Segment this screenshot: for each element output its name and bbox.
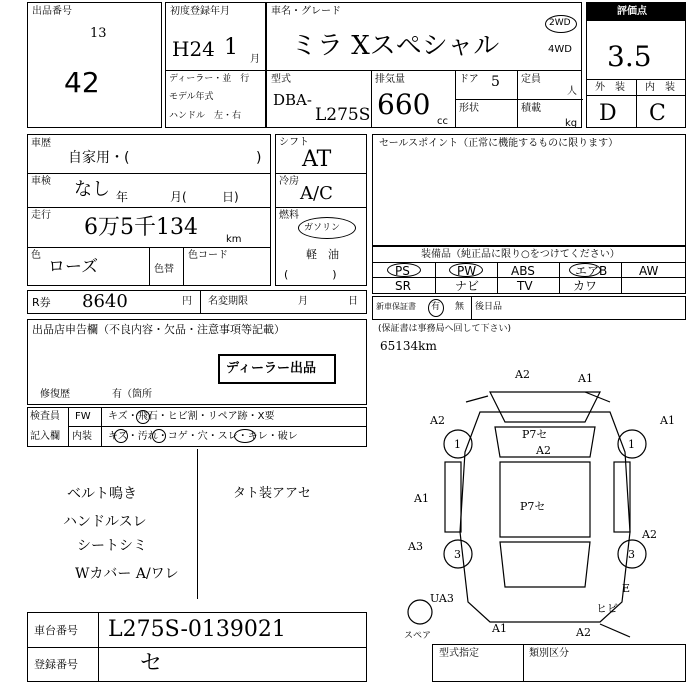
first-reg-month: 1 — [224, 35, 238, 60]
fuel-diesel: 軽 油 — [306, 248, 339, 261]
mark-a2-left: A2 — [430, 414, 445, 427]
dealer-label: ディーラー・並 行 — [169, 74, 250, 84]
left-door-outline — [445, 462, 461, 532]
history-box — [27, 134, 271, 286]
color-code-label: 色コード — [188, 250, 228, 261]
shaken-year-unit: 年 — [116, 190, 129, 204]
note-3: シートシミ — [77, 538, 147, 554]
equip-aw: AW — [639, 264, 659, 278]
mark-a1-bottom: A1 — [492, 622, 507, 635]
dealer-stamp: ディーラー出品 — [226, 361, 316, 376]
shaken-value: なし — [74, 179, 110, 200]
model-spec-box — [432, 644, 686, 682]
sales-point-box — [372, 134, 686, 246]
fuel-paren: ( ) — [284, 268, 337, 281]
note-1: ベルト鳴き — [67, 486, 137, 502]
report-label: 出品店申告欄（不良内容・欠品・注意事項等記載） — [32, 323, 285, 336]
first-reg-label: 初度登録年月 — [170, 6, 230, 17]
equip-ps: PS — [395, 264, 410, 278]
fuel-label: 燃料 — [279, 210, 299, 221]
ac-label: 冷房 — [279, 176, 299, 187]
drive-2wd: 2WD — [549, 18, 571, 28]
car-front-outline — [490, 392, 600, 422]
equip-abs: ABS — [511, 264, 535, 278]
equip-leather: カワ — [573, 279, 598, 293]
equip-navi: ナビ — [455, 279, 480, 293]
mark-a2-hood: A2 — [536, 444, 551, 457]
displacement-value: 660 — [377, 88, 431, 121]
lot-box — [27, 2, 162, 128]
mark-a1-top: A1 — [578, 372, 593, 385]
handle-label: ハンドル 左・右 — [169, 111, 242, 121]
model-year-label: モデル年式 — [169, 92, 214, 102]
wheel-mark-1-left: 1 — [454, 438, 461, 451]
warranty-label: 新車保証書 — [376, 302, 416, 311]
mark-crack: ヒビ — [596, 602, 618, 615]
note-2: ハンドルスレ — [63, 514, 147, 530]
repair-value: 有（箇所 — [112, 389, 152, 400]
load-label: 積載 — [521, 103, 541, 114]
yen-unit: 円 — [182, 296, 192, 307]
warranty-no: 無 — [455, 302, 465, 312]
entry-label: 記入欄 — [30, 431, 60, 442]
car-diagram — [400, 362, 690, 642]
interior-label: 内 装 — [645, 82, 675, 93]
displacement-label: 排気量 — [375, 74, 405, 85]
mark-a3-left: A3 — [408, 540, 423, 553]
shaken-day-unit: 日) — [222, 190, 239, 204]
equip-sr: SR — [395, 279, 411, 293]
drive-4wd: 4WD — [548, 44, 572, 55]
mark-a2-top: A2 — [515, 368, 530, 381]
car-name: ミラ Xスペシャル — [291, 31, 500, 61]
shift-box — [275, 134, 367, 286]
category-label: 類別区分 — [529, 648, 569, 659]
reg-label: 登録番号 — [34, 658, 78, 671]
rating-box — [586, 2, 686, 128]
model-type-label: 型式 — [271, 74, 291, 85]
warranty-yes: 有 — [431, 302, 441, 312]
recolor-label: 色替 — [154, 264, 174, 275]
equip-airbag: エアB — [575, 264, 608, 278]
warranty-note: (保証書は事務局へ回して下さい) — [378, 324, 512, 334]
warranty-box — [372, 296, 686, 320]
mark-a2-bottom: A2 — [576, 626, 591, 639]
recycle-box — [27, 290, 367, 314]
spare-label: スペア — [404, 631, 432, 641]
recycle-value: 8640 — [82, 291, 128, 312]
car-name-box — [266, 2, 582, 128]
fw-label: FW — [75, 411, 91, 422]
equipment-label: 装備品（純正品に限り○をつけてください） — [421, 249, 620, 260]
capacity-unit: 人 — [567, 86, 577, 97]
interior-check-label: 内装 — [72, 431, 92, 442]
model-spec-label: 型式指定 — [439, 648, 479, 659]
warranty-mileage: 65134km — [380, 339, 437, 353]
recycle-label: R券 — [32, 296, 51, 309]
shape-label: 形状 — [459, 103, 479, 114]
color-label: 色 — [31, 250, 41, 261]
chassis-box — [27, 612, 367, 682]
repair-label: 修復歴 — [40, 389, 70, 400]
sales-point-label: セールスポイント（正常に機能するものに限ります） — [379, 138, 619, 149]
lot-small: 13 — [90, 26, 107, 41]
history-label: 車歴 — [31, 138, 51, 149]
chassis-value: L275S-0139021 — [108, 617, 286, 642]
name-change-label: 名変期限 — [208, 296, 248, 307]
interior-grade: C — [649, 101, 666, 126]
interior-check-text: キズ・汚れ・コゲ・穴・スレ・キレ・破レ — [108, 431, 298, 442]
mileage-value: 6万5千134 — [84, 215, 198, 240]
shaken-label: 車検 — [31, 176, 51, 187]
wheel-mark-1-right: 1 — [628, 438, 635, 451]
rear-label: 後日品 — [475, 302, 503, 312]
recycle-month-unit: 月 — [298, 296, 308, 307]
note-4: Wカバー A/ワレ — [75, 566, 179, 582]
doors-value: 5 — [491, 74, 500, 90]
fuel-gasoline: ガソリン — [304, 223, 341, 233]
first-reg-box — [165, 2, 266, 128]
color-value: ローズ — [48, 257, 99, 277]
notes-area — [27, 449, 367, 609]
spare-tire — [408, 600, 432, 624]
rating-label: 評価点 — [617, 6, 647, 17]
mark-ua3: UA3 — [430, 592, 454, 605]
model-type-value: L275S — [315, 105, 371, 125]
rating-value: 3.5 — [607, 40, 652, 73]
note-right: タト装アアセ — [233, 486, 311, 501]
fw-text: キズ・飛石・ヒビ割・リペア跡・X要 — [108, 411, 275, 422]
shift-value: AT — [302, 147, 332, 172]
wheel-mark-3-right: 3 — [628, 548, 635, 561]
history-paren: ) — [256, 150, 262, 166]
equip-tv: TV — [517, 279, 533, 293]
checker-label: 検査員 — [30, 411, 60, 422]
lot-label: 出品番号 — [32, 6, 72, 17]
mark-a1-right: A1 — [660, 414, 675, 427]
recycle-day-unit: 日 — [348, 296, 358, 307]
ac-value: A/C — [300, 183, 333, 204]
capacity-label: 定員 — [521, 74, 541, 85]
model-type-prefix: DBA- — [273, 91, 312, 109]
mark-a1-left: A1 — [414, 492, 429, 505]
mark-e-right: E — [622, 582, 631, 595]
month-unit: 月 — [250, 54, 260, 65]
kg-unit: kg — [565, 118, 578, 129]
shift-label: シフト — [279, 137, 309, 148]
mileage-label: 走行 — [31, 210, 51, 221]
exterior-label: 外 装 — [595, 82, 625, 93]
km-unit: km — [226, 234, 242, 245]
inspection-box — [27, 407, 367, 447]
car-name-label: 車名・グレード — [271, 6, 341, 17]
first-reg-era: H24 — [172, 37, 215, 61]
history-value: 自家用・( — [68, 150, 130, 166]
mark-p7-hood: P7セ — [522, 428, 548, 441]
report-box — [27, 319, 367, 405]
rear-outline — [500, 542, 590, 587]
equipment-box — [372, 246, 686, 294]
doors-label: ドア — [459, 74, 479, 85]
cc-unit: cc — [437, 116, 448, 127]
mark-a2-right: A2 — [642, 528, 657, 541]
lot-number: 42 — [64, 66, 100, 99]
reg-value: セ — [140, 651, 163, 676]
exterior-grade: D — [599, 101, 617, 126]
shaken-month-unit: 月( — [170, 190, 187, 204]
chassis-label: 車台番号 — [34, 624, 78, 637]
mark-p7-roof: P7セ — [520, 500, 546, 513]
equip-pw: PW — [457, 264, 477, 278]
wheel-mark-3-left: 3 — [454, 548, 461, 561]
